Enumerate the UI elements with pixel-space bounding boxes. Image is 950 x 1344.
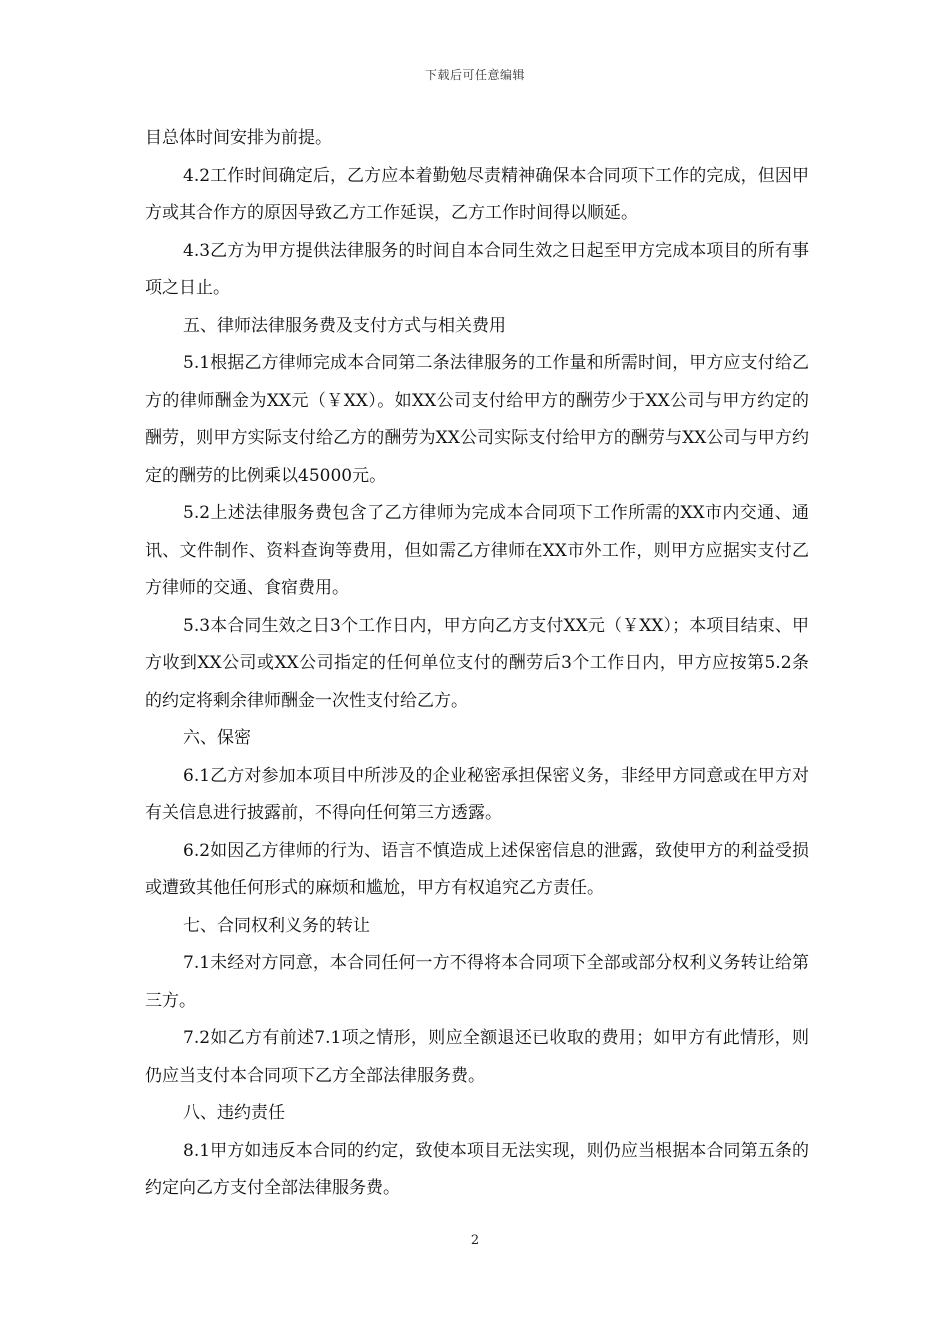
paragraph: 7.2如乙方有前述7.1项之情形，则应全额退还已收取的费用；如甲方有此情形，则仍应当支付本合同项下乙方全部法律服务费。 <box>145 1028 809 1086</box>
page-header: 下载后可任意编辑 <box>424 68 525 82</box>
paragraph: 5.3本合同生效之日3个工作日内，甲方向乙方支付XX元（￥XX）；本项目结束、甲方收到XX公司或XX公司指定的任何单位支付的酬劳后3个工作日内，甲方应按第5.2条的约定将剩余律师酬金一次性支付给乙方。 <box>145 615 809 711</box>
section-heading: 八、违约责任 <box>183 1103 285 1123</box>
section-heading: 七、合同权利义务的转让 <box>183 915 370 936</box>
paragraph: 5.2上述法律服务费包含了乙方律师为完成本合同项下工作所需的XX市内交通、通讯、文件制作、资料查询等费用，但如需乙方律师在XX市外工作，则甲方应据实支付乙方律师的交通、食宿费用。 <box>145 503 809 598</box>
section-heading: 六、保密 <box>183 728 251 748</box>
paragraph: 8.1甲方如违反本合同的约定，致使本项目无法实现，则仍应当根据本合同第五条的约定向乙方支付全部法律服务费。 <box>145 1140 809 1198</box>
paragraph: 4.3乙方为甲方提供法律服务的时间自本合同生效之日起至甲方完成本项目的所有事项之日止。 <box>145 240 809 298</box>
paragraph: 6.1乙方对参加本项目中所涉及的企业秘密承担保密义务，非经甲方同意或在甲方对有关信息进行披露前，不得向任何第三方透露。 <box>145 765 809 823</box>
page-number: 2 <box>470 1233 480 1248</box>
paragraph: 5.1根据乙方律师完成本合同第二条法律服务的工作量和所需时间，甲方应支付给乙方的律师酬金为XX元（￥XX）。如XX公司支付给甲方的酬劳少于XX公司与甲方约定的酬劳，则甲方实际支付给乙方的酬劳为XX公司实际支付给甲方的酬劳与XX公司与甲方约定的酬劳的比例乘以45000元。 <box>145 353 809 486</box>
section-heading: 五、律师法律服务费及支付方式与相关费用 <box>183 315 506 336</box>
paragraph: 目总体时间安排为前提。 <box>145 128 332 148</box>
paragraph: 7.1未经对方同意，本合同任何一方不得将本合同项下全部或部分权利义务转让给第三方。 <box>145 953 809 1011</box>
paragraph: 4.2工作时间确定后，乙方应本着勤勉尽责精神确保本合同项下工作的完成，但因甲方或其合作方的原因导致乙方工作延误，乙方工作时间得以顺延。 <box>145 165 809 223</box>
document-body <box>145 120 809 1208</box>
paragraph: 6.2如因乙方律师的行为、语言不慎造成上述保密信息的泄露，致使甲方的利益受损或遭致其他任何形式的麻烦和尴尬，甲方有权追究乙方责任。 <box>145 840 809 898</box>
